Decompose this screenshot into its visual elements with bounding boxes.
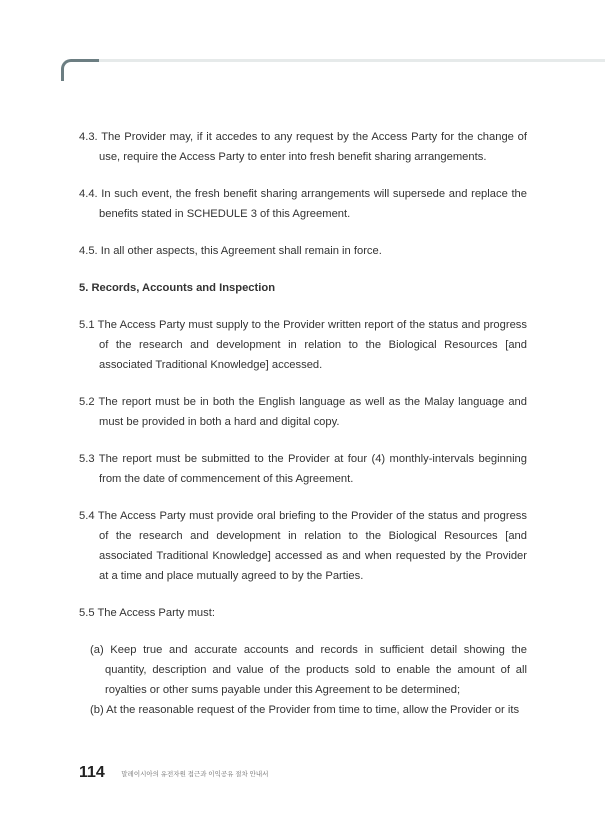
- clause-4-5: 4.5. In all other aspects, this Agreement shall remain in force.: [79, 245, 382, 257]
- book-title: 말레이시아의 유전자원 접근과 이익공유 절차 안내서: [121, 770, 269, 778]
- clause-5-5: 5.5 The Access Party must:: [79, 607, 215, 619]
- section-heading: 5. Records, Accounts and Inspection: [79, 282, 276, 294]
- page-number: 114: [79, 764, 105, 781]
- subclause-a: (a) Keep true and accurate accounts and records in sufficient detail showing the quantity, description and value of the products sold to enable the amount of all royalties or other sums payable under this Agreement to be determined;: [90, 644, 527, 696]
- subclause-list: [79, 640, 527, 720]
- corner-decoration: [61, 59, 101, 81]
- subclause-b: (b) At the reasonable request of the Provider from time to time, allow the Provider or its: [90, 704, 520, 716]
- clause-5-3: 5.3 The report must be submitted to the Provider at four (4) monthly-intervals beginning from the date of commencement of this Agreement.: [79, 453, 527, 485]
- clause-5-1: 5.1 The Access Party must supply to the Provider written report of the status and progress of the research and development in relation to the Biological Resources [and associated Traditional Knowledge] accessed.: [79, 319, 527, 371]
- clause-4-4: 4.4. In such event, the fresh benefit sharing arrangements will supersede and replace the benefits stated in SCHEDULE 3 of this Agreement.: [79, 188, 527, 220]
- clause-4-3: 4.3. The Provider may, if it accedes to any request by the Access Party for the change of use, require the Access Party to enter into fresh benefit sharing arrangements.: [79, 131, 527, 163]
- page-footer: [79, 764, 268, 782]
- document-body: [79, 127, 527, 720]
- header-rule: [99, 59, 605, 62]
- clause-5-4: 5.4 The Access Party must provide oral briefing to the Provider of the status and progress of the research and development in relation to the Biological Resources [and associated Traditional Knowledge] accessed as and when requested by the Provider at a time and place mutually agreed to by the Parties.: [79, 510, 527, 582]
- clause-5-2: 5.2 The report must be in both the English language as well as the Malay language and must be provided in both a hard and digital copy.: [79, 396, 527, 428]
